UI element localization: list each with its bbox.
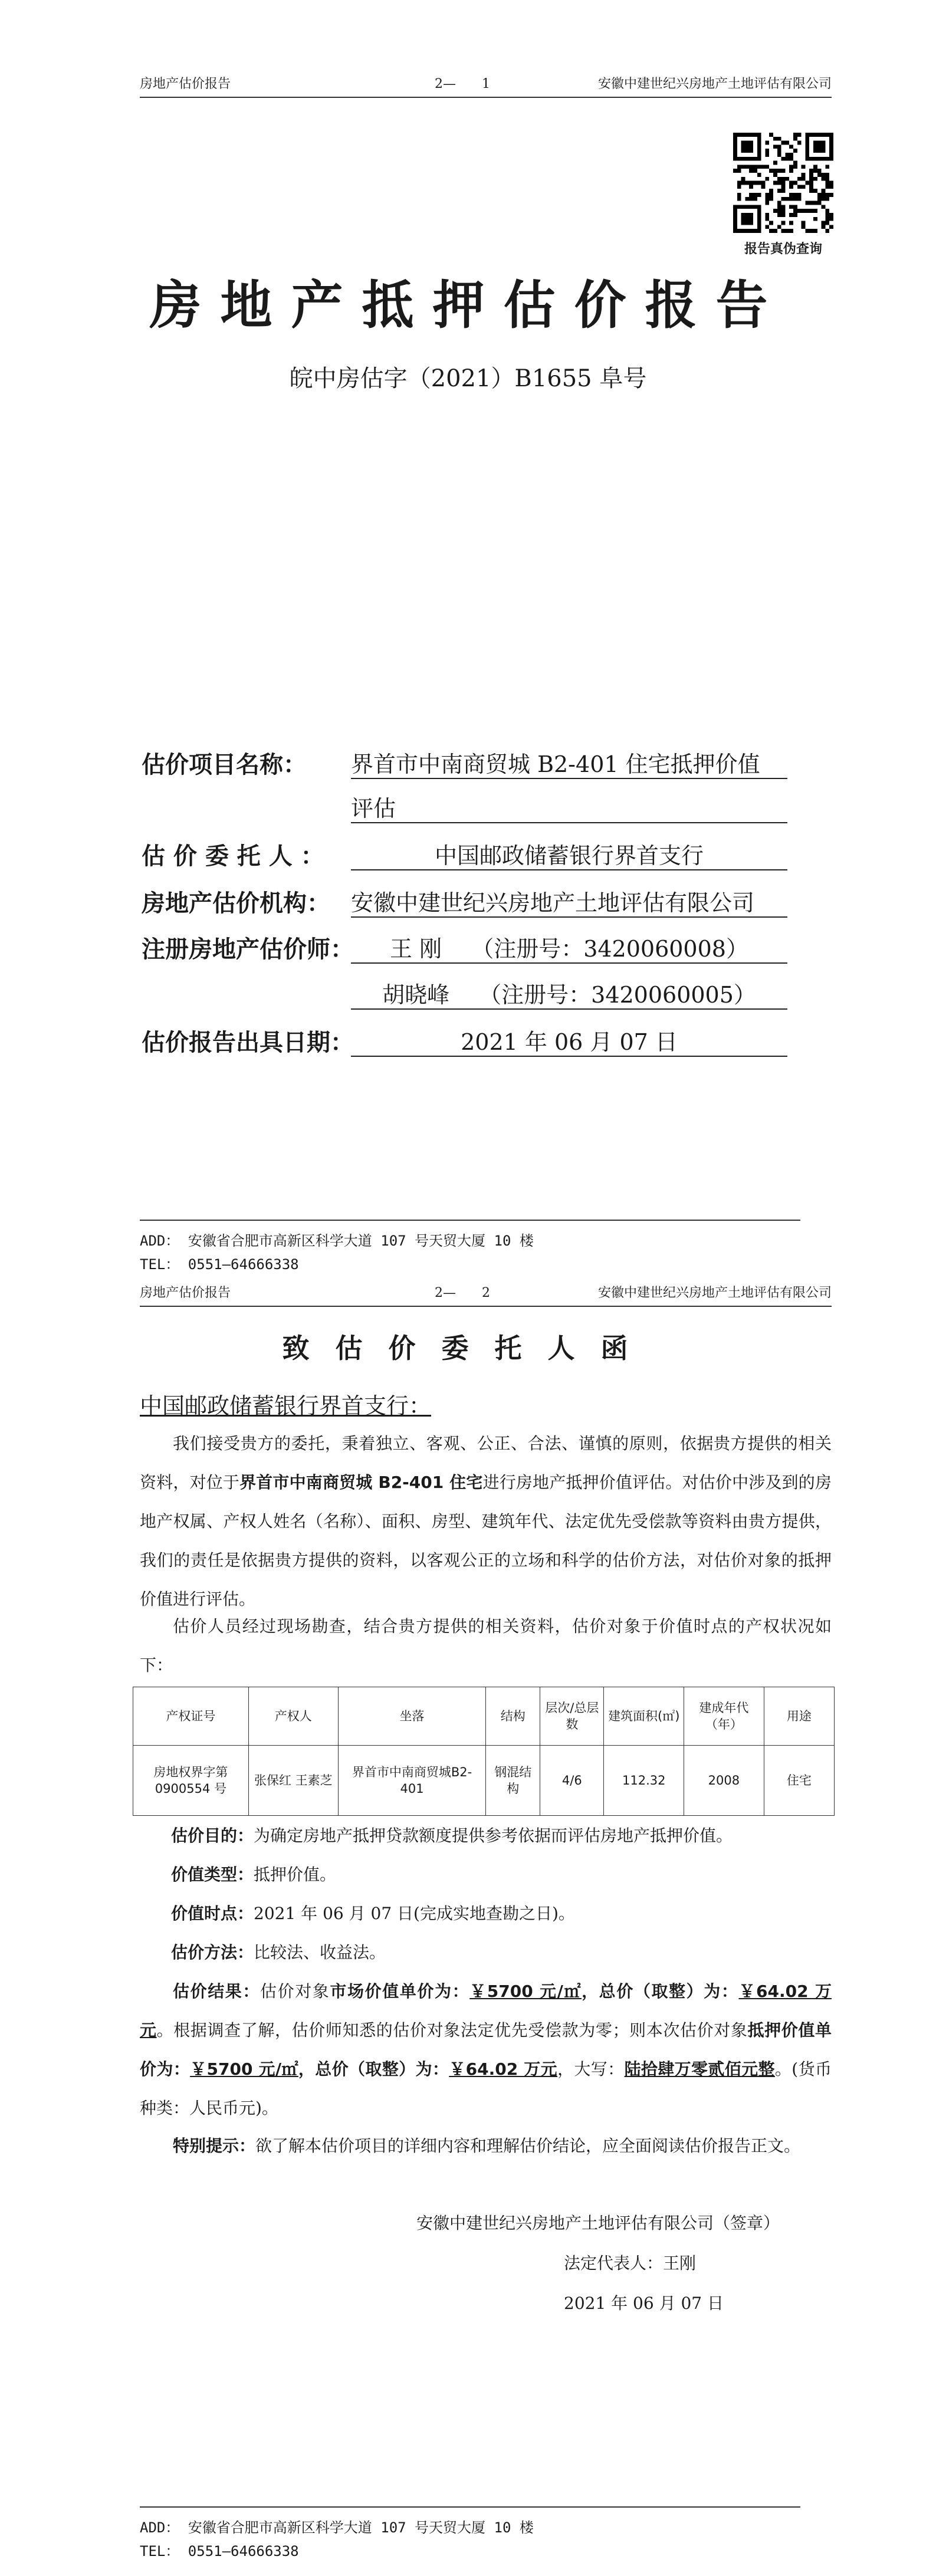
project-value-line2: 评估 — [351, 790, 787, 823]
table-header: 用途 — [764, 1687, 834, 1746]
qr-caption: 报告真伪查询 — [744, 242, 822, 257]
tip-label: 特别提示： — [173, 2136, 256, 2156]
value-time-label: 价值时点： — [171, 1904, 254, 1923]
value-type-line — [171, 1855, 832, 1894]
table-header: 层次/总层数 — [540, 1687, 604, 1746]
project-value-line1: 界首市中南商贸城 B2-401 住宅抵押价值 — [351, 746, 787, 779]
value-type-label: 价值类型： — [171, 1865, 254, 1884]
property-rights-table — [133, 1687, 835, 1816]
table-row — [133, 1746, 835, 1816]
method-value: 比较法、收益法。 — [254, 1943, 386, 1962]
date-value: 2021 年 06 月 07 日 — [351, 1024, 787, 1057]
mortgage-unit-price: ￥5700 元/㎡ — [190, 2059, 298, 2079]
table-header: 产权证号 — [133, 1687, 249, 1746]
table-cell: 房地权界字第0900554 号 — [133, 1746, 249, 1816]
market-total-price: ￥64.02 万元 — [140, 1982, 832, 2040]
cover-page — [0, 0, 936, 1280]
result-label: 估价结果： — [173, 1982, 260, 2001]
p1-text-b: 进行房地产抵押价值评估。对估价中涉及到的房地产权属、产权人姓名（名称）、面积、房型、建筑年代、法定优先受偿款等资料由贵方提供，我们的责任是依据贵方提供的资料，以客观公正的立场和科学的估价方法，对估价对象的抵押价值进行评估。 — [140, 1473, 832, 1609]
footer-address: ADD： 安徽省合肥市高新区科学大道 107 号天贸大厦 10 楼 — [140, 1233, 534, 1249]
header-left: 房地产估价报告 — [140, 77, 231, 91]
company-signature: 安徽中建世纪兴房地产土地评估有限公司（签章） — [416, 2213, 780, 2233]
table-header: 产权人 — [248, 1687, 338, 1746]
agency-value: 安徽中建世纪兴房地产土地评估有限公司 — [351, 885, 787, 918]
header-left: 房地产估价报告 — [140, 1286, 231, 1300]
table-cell: 钢混结构 — [486, 1746, 540, 1816]
table-cell: 2008 — [684, 1746, 764, 1816]
special-tip — [140, 2127, 832, 2166]
client-value: 中国邮政储蓄银行界首支行 — [351, 837, 787, 870]
client-label: 估 价 委 托 人 ： — [142, 843, 324, 870]
page-header — [140, 1280, 832, 1307]
mortgage-total-label: ，总价（取整）为： — [298, 2059, 449, 2079]
paragraph-1 — [140, 1424, 832, 1619]
appraiser-label: 注册房地产估价师： — [142, 936, 354, 963]
table-header-row — [133, 1687, 835, 1746]
table-cell: 住宅 — [764, 1746, 834, 1816]
market-total-label: ，总价（取整）为： — [582, 1982, 739, 2001]
date-label: 估价报告出具日期： — [142, 1029, 354, 1056]
header-page-number: 2— 1 — [435, 77, 490, 91]
market-unit-price: ￥5700 元/㎡ — [469, 1982, 582, 2001]
table-header: 结构 — [486, 1687, 540, 1746]
footer-address: ADD： 安徽省合肥市高新区科学大道 107 号天贸大厦 10 楼 — [140, 2519, 534, 2536]
header-right: 安徽中建世纪兴房地产土地评估有限公司 — [597, 1286, 832, 1300]
mortgage-unit-label: 抵押价值单价为： — [140, 2020, 832, 2079]
report-title: 房地产抵押估价报告 — [149, 275, 787, 336]
purpose-value: 为确定房地产抵押贷款额度提供参考依据而评估房地产抵押价值。 — [254, 1826, 733, 1845]
letter-title: 致估价委托人函 — [282, 1332, 654, 1364]
paragraph-2: 估价人员经过现场勘查，结合贵方提供的相关资料，估价对象于价值时点的产权状况如下： — [140, 1616, 832, 1675]
table-header: 建筑面积(㎡) — [604, 1687, 684, 1746]
table-cell: 4/6 — [540, 1746, 604, 1816]
project-label: 估价项目名称： — [142, 751, 307, 778]
method-label: 估价方法： — [171, 1943, 254, 1962]
report-code: 皖中房估字（2021）B1655 阜号 — [289, 365, 647, 392]
letter-page — [0, 1280, 936, 2576]
signature-date: 2021 年 06 月 07 日 — [564, 2294, 724, 2313]
tip-text: 欲了解本估价项目的详细内容和理解估价结论，应全面阅读估价报告正文。 — [255, 2136, 801, 2156]
page-footer — [140, 1220, 800, 1276]
result-paragraph — [140, 1972, 832, 2128]
header-right: 安徽中建世纪兴房地产土地评估有限公司 — [597, 77, 832, 91]
value-time-line — [171, 1894, 832, 1933]
result-text: ，大写： — [557, 2059, 625, 2079]
table-cell: 界首市中南商贸城B2-401 — [338, 1746, 485, 1816]
table-cell: 张保红 王素芝 — [248, 1746, 338, 1816]
qr-code[interactable] — [733, 133, 833, 233]
p1-text-a: 我们接受贵方的委托，秉着独立、客观、公正、合法、谨慎的原则，依据贵方提供的相关资料，对位于 — [140, 1434, 832, 1492]
table-header: 建成年代（年） — [684, 1687, 764, 1746]
value-time-value: 2021 年 06 月 07 日(完成实地查勘之日)。 — [254, 1904, 575, 1923]
footer-tel: TEL： 0551—64666338 — [140, 1256, 299, 1273]
table-header: 坐落 — [338, 1687, 485, 1746]
market-unit-label: 市场价值单价为： — [330, 1982, 470, 2001]
value-type-value: 抵押价值。 — [254, 1865, 337, 1884]
mortgage-total-capital: 陆拾肆万零贰佰元整 — [624, 2059, 775, 2079]
result-text: 。(货币种类：人民币元)。 — [140, 2059, 832, 2118]
appraiser-1: 王 刚 （注册号：3420060008） — [351, 931, 787, 964]
page-header — [140, 71, 832, 98]
legal-representative: 法定代表人：王刚 — [564, 2253, 697, 2273]
agency-label: 房地产估价机构： — [142, 890, 330, 917]
page-footer — [140, 2506, 800, 2563]
addressee: 中国邮政储蓄银行界首支行： — [140, 1393, 432, 1419]
purpose-line — [171, 1816, 832, 1855]
purpose-label: 估价目的： — [171, 1826, 254, 1845]
method-line — [171, 1933, 832, 1972]
footer-tel: TEL： 0551—64666338 — [140, 2543, 299, 2559]
header-page-number: 2— 2 — [435, 1286, 490, 1300]
table-cell: 112.32 — [604, 1746, 684, 1816]
mortgage-total-price: ￥64.02 万元 — [449, 2059, 558, 2079]
appraiser-2: 胡晓峰 （注册号：3420060005） — [351, 977, 787, 1010]
result-text: 估价对象 — [260, 1982, 330, 2001]
p1-property-address: 界首市中南商贸城 B2-401 住宅 — [239, 1473, 483, 1492]
result-text: 。根据调查了解，估价师知悉的估价对象法定优先受偿款为零；则本次估价对象 — [156, 2020, 748, 2040]
